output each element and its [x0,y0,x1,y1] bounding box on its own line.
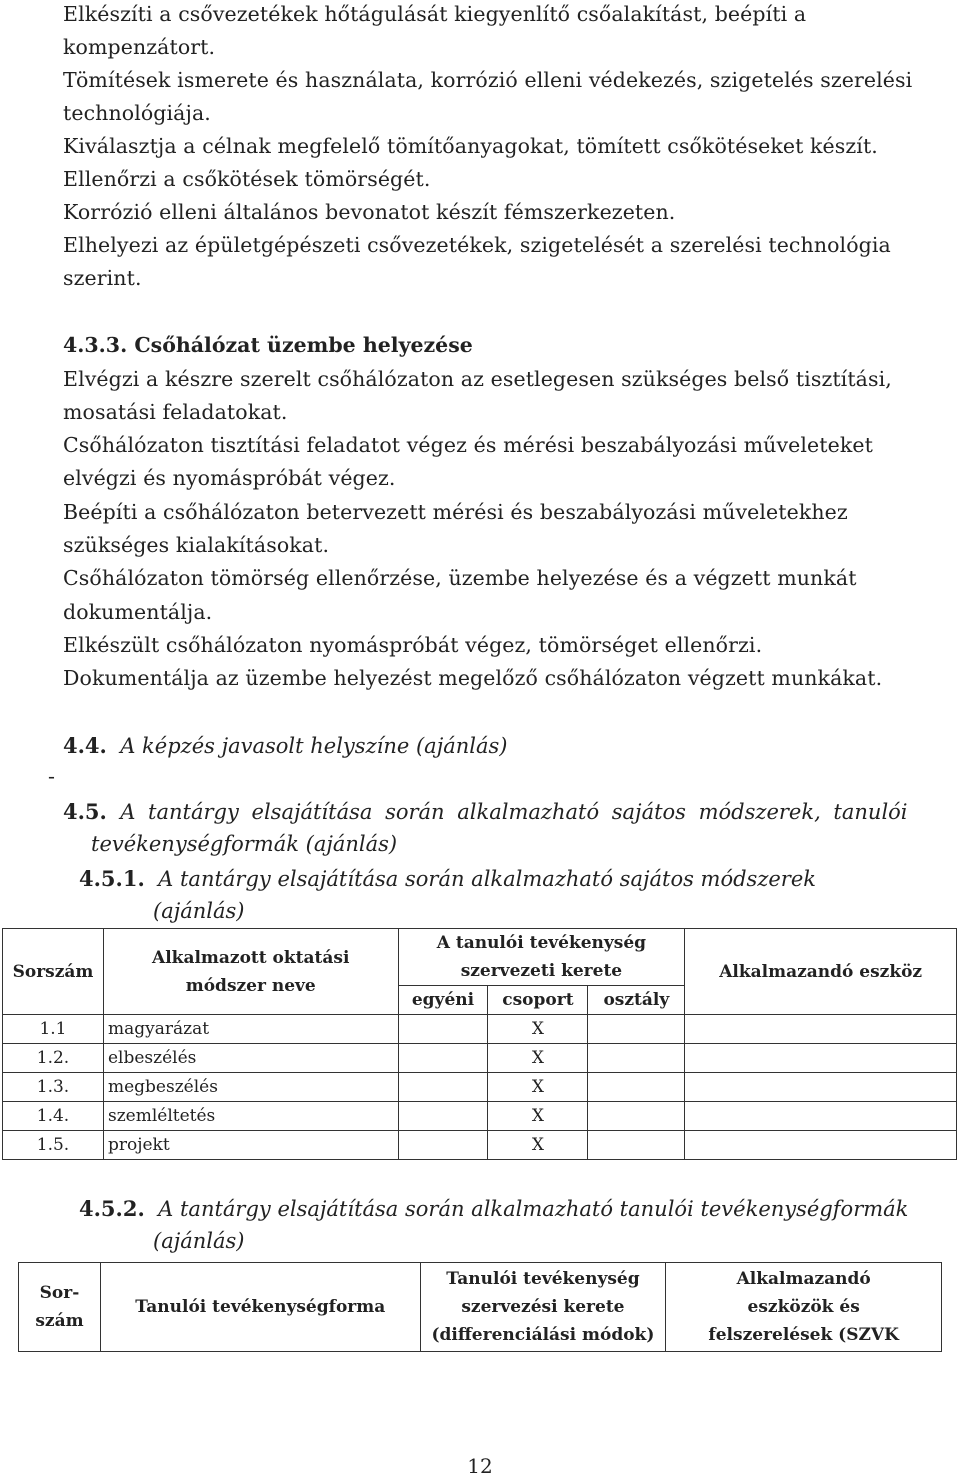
header-eszkoz: Alkalmazandó eszköz [685,929,957,1015]
row-egyeni [398,1131,488,1160]
header-sorszam-line1: Sor- [39,1283,80,1303]
table-row [3,1044,957,1073]
row-egyeni [398,1073,488,1102]
text-line: Korrózió elleni általános bevonatot készít fémszerkezeten. [63,200,676,224]
header-tanuloi-line1: A tanulói tevékenység [436,933,647,953]
header-csoport: csoport [488,986,588,1015]
row-name: megbeszélés [103,1073,398,1102]
section-title: A képzés javasolt helyszíne (ajánlás) [120,734,508,758]
header-sorszam-line2: szám [35,1311,84,1331]
row-egyeni [398,1102,488,1131]
section-title: A tantárgy elsajátítása során alkalmazható sajátos módszerek, tanulói [120,800,908,824]
activity-forms-table [18,1262,942,1352]
text-line: Dokumentálja az üzembe helyezést megelőző csőhálózaton végzett munkákat. [63,666,883,690]
header-forma: Tanulói tevékenységforma [100,1263,420,1352]
text-line: Kiválasztja a célnak megfelelő tömítőanyagokat, tömített csőkötéseket készít. [63,134,878,158]
row-eszkoz [685,1073,957,1102]
row-csoport: X [488,1044,588,1073]
row-csoport: X [488,1015,588,1044]
methods-table [2,928,957,1160]
section-number: 4.5.1. [79,866,145,891]
table-row [3,1015,957,1044]
row-num: 1.2. [3,1044,104,1073]
row-name: projekt [103,1131,398,1160]
text-line: Beépíti a csőhálózaton betervezett mérési és beszabályozási műveletekhez [63,500,848,524]
row-num: 1.5. [3,1131,104,1160]
section-heading-433: 4.3.3. Csőhálózat üzembe helyezése [63,333,473,357]
section-heading-452 [79,1196,908,1221]
text-line: elvégzi és nyomáspróbát végez. [63,466,396,490]
section-number: 4.5.2. [79,1196,145,1221]
row-num: 1.1 [3,1015,104,1044]
row-csoport: X [488,1131,588,1160]
row-osztaly [588,1073,685,1102]
section-heading-451 [79,866,816,891]
text-line: technológiája. [63,101,211,125]
table-row [3,1131,957,1160]
row-csoport: X [488,1102,588,1131]
row-num: 1.3. [3,1073,104,1102]
header-keret-line3: (differenciálási módok) [431,1325,655,1345]
header-sorszam [19,1263,101,1352]
row-eszkoz [685,1015,957,1044]
header-eszkozok-line1: Alkalmazandó [736,1269,871,1289]
table-row [3,1073,957,1102]
text-line: kompenzátort. [63,35,216,59]
header-tanuloi [398,929,685,986]
text-line: Elhelyezi az épületgépészeti csővezetékek, szigetelését a szerelési technológia [63,233,891,257]
header-tanuloi-line2: szervezeti kerete [460,961,623,981]
page-number: 12 [467,1454,493,1478]
dash-placeholder: - [48,764,56,788]
header-modszer-line2: módszer neve [185,975,316,996]
header-modszer [103,929,398,1015]
table-row [3,1102,957,1131]
section-heading-44 [63,733,507,758]
row-osztaly [588,1102,685,1131]
section-number: 4.4. [63,733,107,758]
text-line: Csőhálózaton tisztítási feladatot végez és mérési beszabályozási műveleteket [63,433,873,457]
row-osztaly [588,1015,685,1044]
header-modszer-line1: Alkalmazott oktatási [152,947,350,968]
header-eszkozok-line2: eszközök és [747,1297,860,1317]
section-title: A tantárgy elsajátítása során alkalmazható tanulói tevékenységformák [158,1197,909,1221]
row-name: magyarázat [103,1015,398,1044]
row-eszkoz [685,1044,957,1073]
header-eszkozok [666,1263,942,1352]
section-heading-45 [63,799,908,824]
text-line: Ellenőrzi a csőkötések tömörségét. [63,167,431,191]
header-egyeni: egyéni [398,986,488,1015]
section-title-cont: tevékenységformák (ajánlás) [91,832,398,856]
header-sorszam: Sorszám [3,929,104,1015]
row-osztaly [588,1044,685,1073]
row-egyeni [398,1044,488,1073]
row-name: elbeszélés [103,1044,398,1073]
row-csoport: X [488,1073,588,1102]
text-line: dokumentálja. [63,600,213,624]
row-eszkoz [685,1131,957,1160]
text-line: szükséges kialakításokat. [63,533,330,557]
text-line: Elkészült csőhálózaton nyomáspróbát végez, tömörséget ellenőrzi. [63,633,763,657]
text-line: Tömítések ismerete és használata, korrózió elleni védekezés, szigetelés szerelési [63,68,913,92]
header-keret-line1: Tanulói tevékenység [446,1269,640,1289]
section-number: 4.5. [63,799,107,824]
section-title: A tantárgy elsajátítása során alkalmazható sajátos módszerek [158,867,817,891]
row-eszkoz [685,1102,957,1131]
text-line: mosatási feladatokat. [63,400,288,424]
row-name: szemléltetés [103,1102,398,1131]
header-osztaly: osztály [588,986,685,1015]
section-title-cont: (ajánlás) [153,1229,245,1253]
row-osztaly [588,1131,685,1160]
row-egyeni [398,1015,488,1044]
text-line: Elvégzi a készre szerelt csőhálózaton az esetlegesen szükséges belső tisztítási, [63,367,892,391]
text-line: szerint. [63,266,142,290]
text-line: Elkészíti a csővezetékek hőtágulását kiegyenlítő csőalakítást, beépíti a [63,2,807,26]
header-keret-line2: szervezési kerete [461,1297,625,1317]
row-num: 1.4. [3,1102,104,1131]
header-eszkozok-line3: felszerelések (SZVK [708,1325,899,1345]
text-line: Csőhálózaton tömörség ellenőrzése, üzembe helyezése és a végzett munkát [63,566,857,590]
section-title-cont: (ajánlás) [153,899,245,923]
header-keret [420,1263,666,1352]
